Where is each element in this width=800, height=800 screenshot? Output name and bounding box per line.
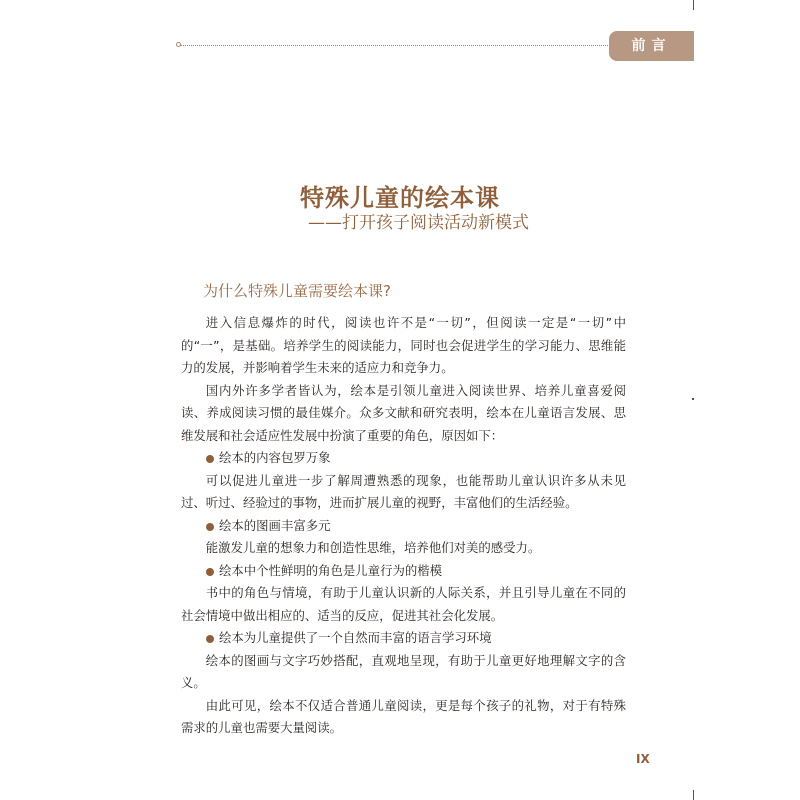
bullet-point xyxy=(181,515,626,538)
paragraph-conclusion: 由此可见，绘本不仅适合普通儿童阅读，更是每个孩子的礼物，对于有特殊需求的儿童也需要大量阅读。 xyxy=(181,697,626,735)
bullet-description: 书中的角色与情境，有助于儿童认识新的人际关系，并且引导儿童在不同的社会情境中做出相应的、适当的反应，促进其社会化发展。 xyxy=(181,585,626,623)
section-heading: 为什么特殊儿童需要绘本课? xyxy=(203,282,391,300)
body-text xyxy=(181,312,626,740)
page-title: 特殊儿童的绘本课 xyxy=(300,184,500,212)
crop-mark-right xyxy=(692,398,694,400)
paragraph-intro: 进入信息爆炸的时代，阅读也许不是“一切”，但阅读一定是“一切”中的“一”，是基础。培养学生的阅读能力，同时也会促进学生的学习能力、思维能力的发展，并影响着学生未来的适应力和竞争力。 xyxy=(181,315,626,375)
bullet-title: 绘本为儿童提供了一个自然而丰富的语言学习环境 xyxy=(219,630,492,645)
bullet-dot-icon xyxy=(206,455,214,463)
paragraph-scholars: 国内外许多学者皆认为，绘本是引领儿童进入阅读世界、培养儿童喜爱阅读、养成阅读习惯的最佳媒介。众多文献和研究表明，绘本在儿童语言发展、思维发展和社会适应性发展中扮演了重要的角色，原因如下： xyxy=(181,382,626,443)
bullet-description: 绘本的图画与文字巧妙搭配，直观地呈现，有助于儿童更好地理解文字的含义。 xyxy=(181,652,626,690)
bullet-dot-icon xyxy=(206,635,214,643)
bullet-point xyxy=(181,627,626,650)
page-subtitle: ——打开孩子阅读活动新模式 xyxy=(308,213,529,233)
bullet-title: 绘本的图画丰富多元 xyxy=(219,517,331,533)
bullet-point xyxy=(181,447,626,470)
bullet-point xyxy=(181,560,626,583)
page-number: IX xyxy=(636,752,650,766)
bullet-description: 可以促进儿童进一步了解周遭熟悉的现象，也能帮助儿童认识许多从未见过、听过、经验过的事物，进而扩展儿童的视野，丰富他们的生活经验。 xyxy=(181,472,626,510)
bullet-title: 绘本的内容包罗万象 xyxy=(219,450,331,465)
bullet-description: 能激发儿童的想象力和创造性思维，培养他们对美的感受力。 xyxy=(205,540,541,555)
chapter-tab: 前言 xyxy=(609,31,694,61)
bullet-dot-icon xyxy=(206,523,214,531)
crop-mark-top xyxy=(693,0,694,10)
crop-mark-bottom xyxy=(693,790,694,800)
header-rule xyxy=(180,45,610,46)
bullet-dot-icon xyxy=(206,568,214,576)
bullet-title: 绘本中个性鲜明的角色是儿童行为的楷模 xyxy=(219,562,443,578)
